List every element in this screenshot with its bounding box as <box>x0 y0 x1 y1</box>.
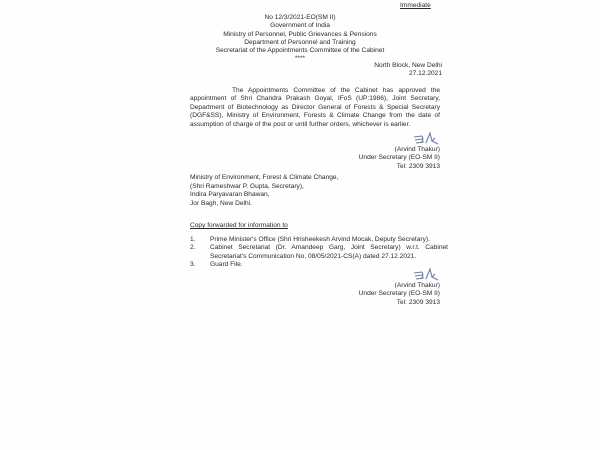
addressee-block <box>190 174 338 208</box>
ministry-line: Ministry of Personnel, Public Grievances & Pensions <box>223 30 377 38</box>
signatory-phone: Tel: 2309 3913 <box>396 162 440 170</box>
copy-list <box>190 236 448 270</box>
signatory-name: (Arvind Thakur) <box>394 146 440 153</box>
place: North Block, New Delhi <box>374 62 442 69</box>
letterhead <box>200 14 400 64</box>
copy-forwarded-heading: Copy forwarded for information to <box>190 222 288 229</box>
addressee-line: Indira Paryavaran Bhawan, <box>190 191 270 198</box>
signature-icon <box>412 131 440 146</box>
signatory-name: (Arvind Thakur) <box>394 282 440 289</box>
date: 27.12.2021 <box>408 70 442 78</box>
addressee-line: Ministry of Environment, Forest & Climate Change, <box>190 174 339 181</box>
signature-icon <box>412 267 440 282</box>
list-item: 2. Cabinet Secretariat (Dr. Amandeep Garg, Joint Secretary) w.r.t. Cabinet Secretariat's Communication No. 08/05/2021-CS(A) dated 27.12.2021. <box>190 244 448 260</box>
order-text: The Appointments Committee of the Cabinet has approved the appointment of Shri Chandra Prakash Goyal, IFoS (UP:1986), Joint Secretary, Department of Biotechnology as Director General of Forests & Special Secretary (DGF&SS), Ministry of Environment, Forests & Climate Change from the date of assumption of charge of the post or until further orders, whichever is earlier. <box>190 87 440 128</box>
signature-block-2 <box>359 267 440 307</box>
signatory-phone: Tel: 2309 3913 <box>396 298 440 306</box>
government-line: Government of India <box>270 22 330 30</box>
addressee-line: (Shri Rameshwar P. Gupta, Secretary), <box>190 182 304 190</box>
secretariat-line: Secretariat of the Appointments Committee of the Cabinet <box>215 47 385 55</box>
separator-stars: **** <box>294 55 306 63</box>
list-item: 1. Prime Minister's Office (Shri Hrisheekesh Arvind Mocak, Deputy Secretary). <box>190 236 430 243</box>
order-paragraph <box>190 87 440 129</box>
signature-block <box>359 131 440 171</box>
signatory-designation: Under Secretary (EO-SM II) <box>358 154 440 162</box>
signatory-designation: Under Secretary (EO-SM II) <box>358 290 440 298</box>
addressee-line: Jor Bagh, New Delhi. <box>190 199 252 207</box>
file-number: No 12/3/2021-EO(SM II) <box>264 14 336 21</box>
place-date <box>374 62 442 79</box>
list-item: 3. Guard File. <box>190 261 243 269</box>
department-line: Department of Personnel and Training <box>244 38 356 46</box>
priority-label: Immediate <box>400 2 431 9</box>
